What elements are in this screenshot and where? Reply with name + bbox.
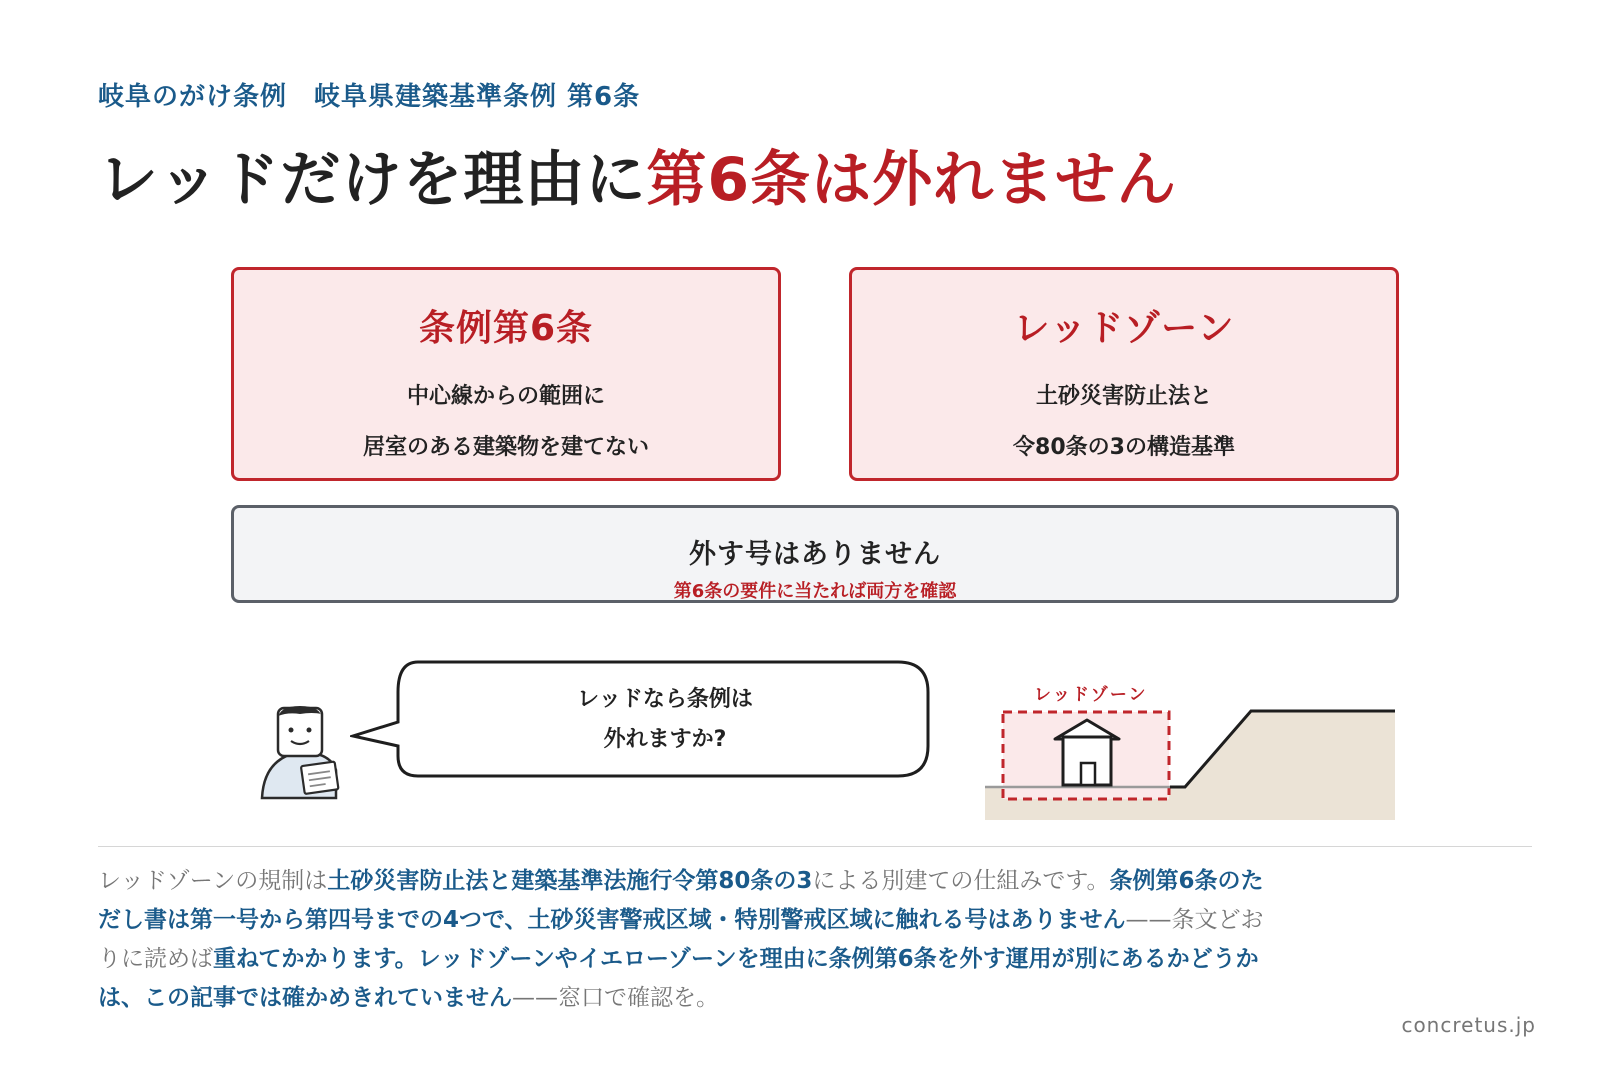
summary-title: 外す号はありません <box>689 539 941 570</box>
body-text-run: 重ねてかかります。レッドゾーンやイエローゾーンを理由に条例第6条を外す運用が別にあるかどうかは、この記事では確かめきれていません <box>98 946 1259 1011</box>
divider <box>98 846 1532 847</box>
body-text-run: による別建ての仕組みです。 <box>812 868 1110 894</box>
speech-line: 外れますか? <box>603 727 727 752</box>
red-zone-label: レッドゾーン <box>1034 685 1148 705</box>
body-text-run: 条例第6条のただし書は第一号から第四号までの4つで、土砂災害警戒区域・特別警戒区域に触れる号はありません <box>98 868 1264 933</box>
summary-bar <box>231 505 1399 603</box>
summary-note: 第6条の要件に当たれば両方を確認 <box>673 581 957 602</box>
person-illustration <box>260 700 350 800</box>
speech-text <box>400 680 930 760</box>
card-title: 条例第6条 <box>418 308 594 349</box>
headline-accent: 第6条は外れません <box>646 145 1178 215</box>
body-text-run: ——条文どおりに読めば <box>98 907 1264 972</box>
card-line: 居室のある建築物を建てない <box>362 435 649 460</box>
body-text-run: ——窓口で確認を。 <box>512 985 719 1011</box>
card-line: 令80条の3の構造基準 <box>1013 435 1235 460</box>
speech-line: レッドなら条例は <box>577 687 753 712</box>
card-line: 中心線からの範囲に <box>406 384 605 409</box>
body-text-run: 土砂災害防止法と建築基準法施行令第80条の3 <box>327 868 813 894</box>
headline <box>98 132 1177 218</box>
card-title: レッドゾーン <box>1013 308 1235 349</box>
site-credit: concretus.jp <box>1401 1013 1536 1037</box>
card-red-zone <box>849 267 1399 481</box>
card-line: 土砂災害防止法と <box>1035 384 1212 409</box>
kicker: 岐阜のがけ条例 岐阜県建築基準条例 第6条 <box>98 82 641 112</box>
body-paragraph <box>98 862 1278 1018</box>
headline-plain: レッドだけを理由に <box>98 145 647 215</box>
body-text-run: レッドゾーンの規制は <box>98 868 328 894</box>
card-ordinance <box>231 267 781 481</box>
